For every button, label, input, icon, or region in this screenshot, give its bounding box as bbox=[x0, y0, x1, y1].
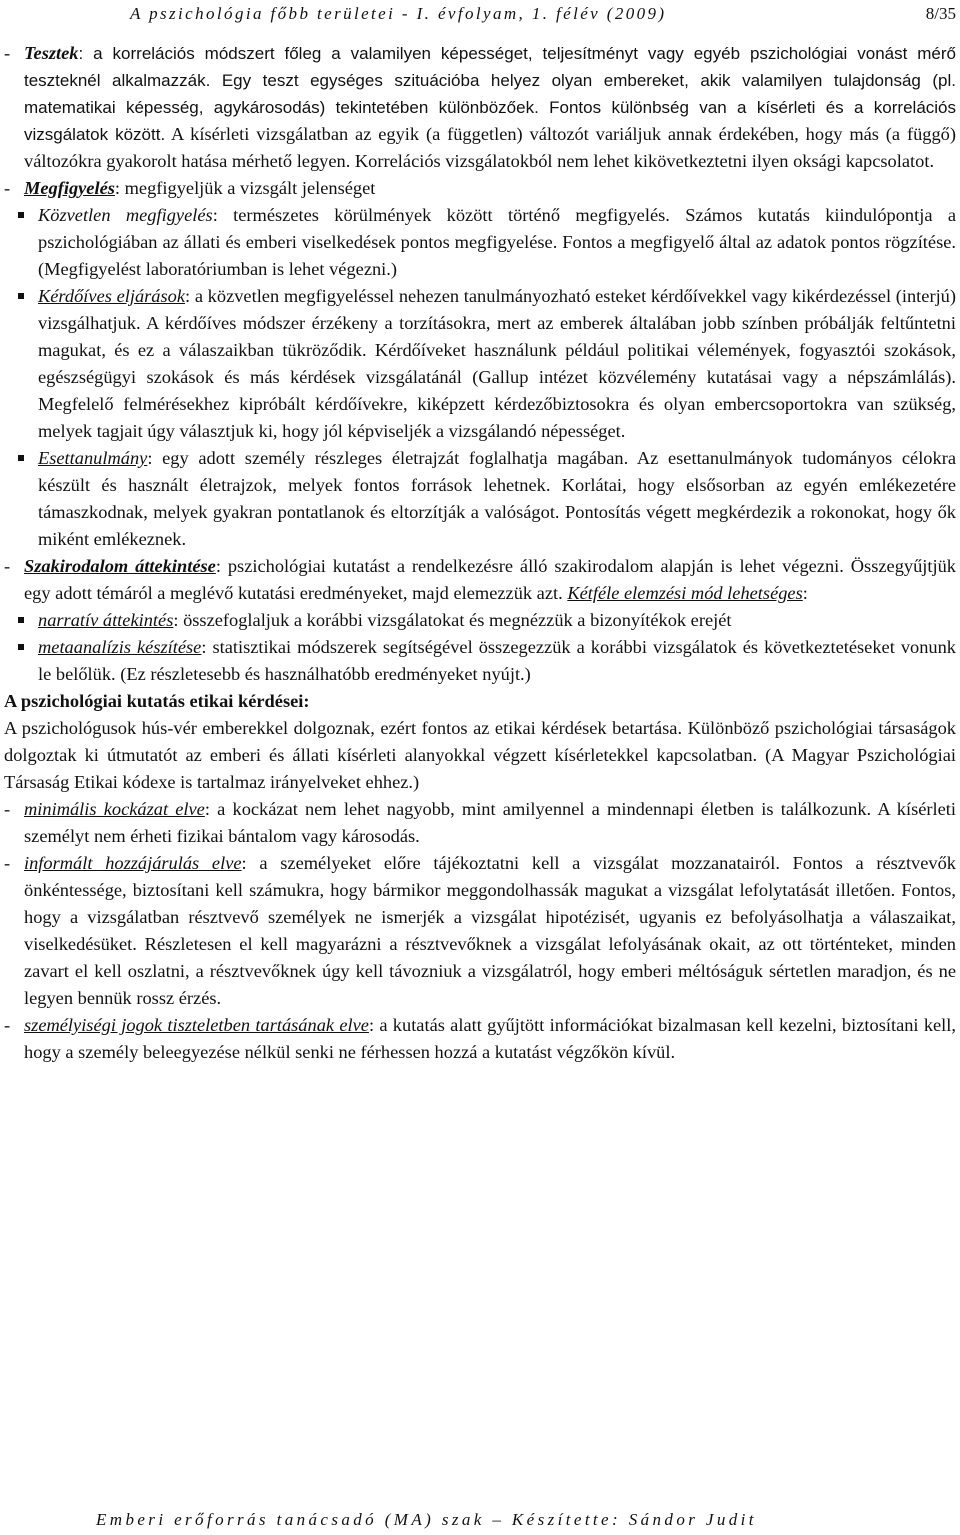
ethics-intro: A pszichológusok hús-vér emberekkel dolgoznak, ezért fontos az etikai kérdések betartása. Különböző pszichológiai társaságok dolgoztak ki útmutatót az emberi és állati kísérleti alanyokkal végzett kísérletekkel kapcsolatban. (A Magyar Pszichológiai Társaság Etikai kódexe is tartalmaz irányelveket ehhez.) bbox=[4, 718, 956, 792]
item-text: : a közvetlen megfigyeléssel nehezen tanulmányozható esteket kérdőívekkel vagy kikérdezéssel (interjú) vizsgálhatjuk. A kérdőíves módszer érzékeny a torzításokra, mert az emberek általában jobb színben próbálják feltűntetni magukat, és ez a válaszaikban tükröződik. Kérdőíveket használunk például politikai vélemények, fogyasztói szokások, egészségügyi szokások és más kérdések vizsgálatánál (Gallup intézet közvélemény kutatásai vagy a népszámlálás). Megfelelő felmérésekhez kipróbált kérdőívekre, kiképzett kérdezőbiztosokra és olyan embercsoportokra van szükség, melyek tagjait úgy választjuk ki, hogy jól képviseljék a vizsgálandó népességet. bbox=[38, 286, 956, 441]
megfigyeles-term: Megfigyelés bbox=[24, 178, 115, 198]
szakirodalom-term: Szakirodalom áttekintése bbox=[24, 556, 216, 576]
dash-marker: - bbox=[4, 1015, 11, 1035]
szakirodalom-text: : pszichológiai kutatást a rendelkezésre álló szakirodalom alapján is lehet végezni. Összegyűjtjük egy adott témáról a meglévő kutatási eredményeket, majd elemezzük azt. bbox=[24, 556, 956, 603]
tesztek-term: Tesztek bbox=[24, 43, 79, 63]
square-bullet-icon bbox=[18, 617, 24, 623]
ethics-item bbox=[4, 796, 956, 850]
dash-marker: - bbox=[4, 178, 11, 198]
tesztek-highlight: Fontos különbség van a kísérleti és a korrelációs vizsgálatok között. bbox=[24, 98, 956, 144]
running-header bbox=[130, 2, 960, 26]
ethics-heading: A pszichológiai kutatás etikai kérdései: bbox=[4, 691, 310, 711]
square-bullet-icon bbox=[18, 644, 24, 650]
ethics-item bbox=[4, 1012, 956, 1066]
item-text: : a kutatás alatt gyűjtött információkat bizalmasan kell kezelni, biztosítani kell, hogy a személy beleegyezése nélkül senki ne férhessen hozzá a kutatást végzőkön kívül. bbox=[24, 1015, 956, 1062]
item-text: : természetes körülmények között történő megfigyelés. Számos kutatás kiindulópontja a pszichológiában az állati és emberi viselkedések pontos megfigyelése. Fontos a megfigyelő által az adatok pontos rögzítése. (Megfigyelést laboratóriumban is lehet végezni.) bbox=[38, 205, 956, 279]
list-item bbox=[4, 445, 956, 553]
item-text: : a kockázat nem lehet nagyobb, mint amilyennel a mindennapi életben is találkozunk. A kísérleti személyt nem érheti fizikai bántalom vagy károsodás. bbox=[24, 799, 957, 846]
ethics-item bbox=[4, 850, 956, 1012]
item-text: : statisztikai módszerek segítségével összegezzük a korábbi vizsgálatok és következtetéseket vonunk le belőlük. (Ez részletesebb és használhatóbb eredményeket nyújt.) bbox=[38, 637, 957, 684]
tesztek-paragraph bbox=[4, 40, 956, 175]
list-item bbox=[4, 634, 956, 688]
item-text: : egy adott személy részleges életrajzát foglalhatja magában. Az esettanulmányok tudományos célokra készült és használt életrajzok, melyek fontos források lehetnek. Korlátai, hogy elsősorban az egyén emlékezetére támaszkodnak, melyek gyakran pontatlanok és eltorzítják a valóságot. Pontosítás végett megkérdezik a rokonokat, hogy ők miként emlékeznek. bbox=[38, 448, 956, 549]
item-term: metaanalízis készítése bbox=[38, 637, 202, 657]
item-text: : összefoglaljuk a korábbi vizsgálatokat és megnézzük a bizonyítékok erejét bbox=[173, 610, 732, 630]
page-number: 8/35 bbox=[925, 4, 956, 23]
dash-marker: - bbox=[4, 853, 11, 873]
dash-marker: - bbox=[4, 556, 11, 576]
square-bullet-icon bbox=[18, 455, 24, 461]
list-item bbox=[4, 202, 956, 283]
item-term: minimális kockázat elve bbox=[24, 799, 205, 819]
item-term: Esettanulmány bbox=[38, 448, 148, 468]
list-item bbox=[4, 607, 956, 634]
tesztek-rest: A kísérleti vizsgálatban az egyik (a független) változót variáljuk annak érdekében, hogy más (a függő) változókra gyakorolt hatása mérhető legyen. Korrelációs vizsgálatokból nem lehet kikövetkeztetni ilyen oksági kapcsolatot. bbox=[24, 124, 956, 171]
header-title: A pszichológia főbb területei - I. évfolyam, 1. félév (2009) bbox=[130, 4, 667, 23]
document-body bbox=[4, 40, 956, 1066]
list-item bbox=[4, 283, 956, 445]
megfigyeles-text: : megfigyeljük a vizsgált jelenséget bbox=[114, 178, 376, 198]
megfigyeles-paragraph bbox=[4, 175, 956, 202]
square-bullet-icon bbox=[18, 212, 24, 218]
szakirodalom-paragraph bbox=[4, 553, 956, 607]
item-term: informált hozzájárulás elve bbox=[24, 853, 242, 873]
dash-marker: - bbox=[4, 799, 11, 819]
item-text: : a személyeket előre tájékoztatni kell a vizsgálat mozzanatairól. Fontos a résztvevők önkéntessége, biztosítani kell számukra, hogy bármikor meggondolhassák magukat a vizsgálat lefolytatását illetően. Fontos, hogy a vizsgálatban résztvevő személyek ne ismerjék a vizsgálat hipotézisét, ugyanis ez befolyásolhatja a válaszaikat, viselkedésüket. Részletesen el kell magyarázni a résztvevőknek a vizsgálat lefolyásának okait, az ott történteket, minden zavart el kell oszlatni, a résztvevőknek úgy kell távozniuk a vizsgálatról, hogy emberi méltóságuk sértetlen maradjon, és ne legyen bennük rossz érzés. bbox=[24, 853, 957, 1008]
item-term: Közvetlen megfigyelés bbox=[38, 205, 213, 225]
item-term: narratív áttekintés bbox=[38, 610, 174, 630]
square-bullet-icon bbox=[18, 293, 24, 299]
tesztek-text: : a korrelációs módszert főleg a valamilyen képességet, teljesítményt vagy egyéb pszichológiai vonást mérő teszteknél alkalmazzák. Egy teszt egységes szituációba helyez olyan embereket, akik valamilyen tulajdonság (pl. matematikai képesség, agykárosodás) tekintetében különbözőek. bbox=[24, 44, 956, 117]
running-footer: Emberi erőforrás tanácsadó (MA) szak – Készítette: Sándor Judit bbox=[96, 1510, 757, 1529]
item-term: személyiségi jogok tiszteletben tartásának elve bbox=[24, 1015, 369, 1035]
dash-marker: - bbox=[4, 43, 11, 63]
szakirodalom-sublabel: Kétféle elemzési mód lehetséges bbox=[567, 583, 803, 603]
szakirodalom-colon: : bbox=[802, 583, 808, 603]
item-term: Kérdőíves eljárások bbox=[38, 286, 186, 306]
